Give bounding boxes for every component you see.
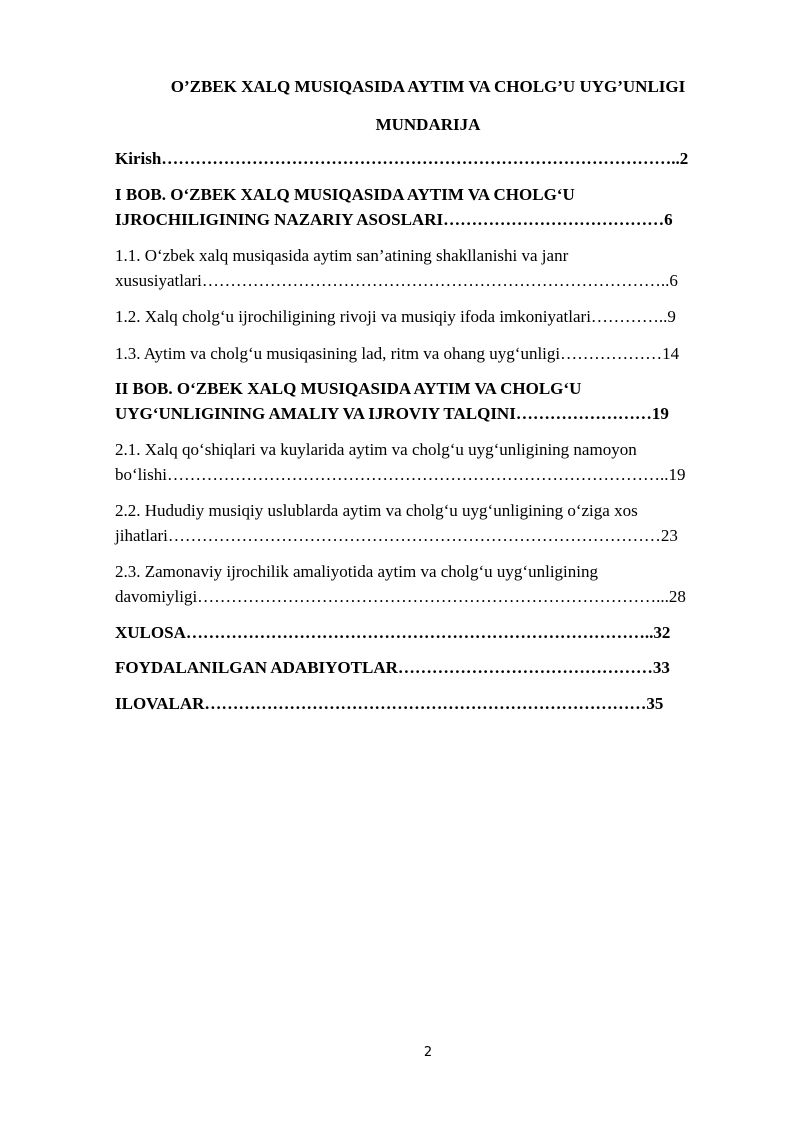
page-number: 2: [423, 1045, 433, 1060]
toc-entry-line: IJROCHILIGINING NAZARIY ASOSLARI…………………………………6: [115, 210, 673, 229]
toc-entry: [115, 341, 755, 366]
toc-entry-line: FOYDALANILGAN ADABIYOTLAR………………………………………33: [115, 658, 670, 677]
toc-entry-line: 1.2. Xalq cholg‘u ijrochiligining rivoji va musiqiy ifoda imkoniyatlari…………..9: [115, 307, 676, 326]
toc-entry: [115, 691, 755, 716]
toc-entry-line: Kirish………………………………………………………………………………..2: [115, 149, 689, 168]
toc-entry: [115, 304, 755, 329]
toc-entry-line: davomiyligi………………………………………………………………………...28: [115, 587, 686, 606]
toc-entry: [115, 376, 755, 426]
document-title: O’ZBEK XALQ MUSIQASIDA AYTIM VA CHOLG’U UYG’UNLIGI: [170, 77, 686, 96]
toc-entry-line: 2.3. Zamonaviy ijrochilik amaliyotida aytim va cholg‘u uyg‘unligining: [115, 562, 598, 581]
toc-entry-line: ILOVALAR……………………………………………………………………35: [115, 694, 664, 713]
toc-entry: [115, 655, 755, 680]
toc-entry: [115, 243, 755, 293]
toc-entry: [115, 559, 755, 609]
toc-entry-line: UYG‘UNLIGINING AMALIY VA IJROVIY TALQINI……………………19: [115, 404, 669, 423]
toc-entry: [115, 498, 755, 548]
toc-entry-line: bo‘lishi……………………………………………………………………………..19: [115, 465, 686, 484]
toc-entry: [115, 182, 755, 232]
toc-entry-line: 1.1. O‘zbek xalq musiqasida aytim san’atining shakllanishi va janr: [115, 246, 569, 265]
toc-entry-line: xususiyatlari………………………………………………………………………..6: [115, 271, 678, 290]
toc-entry-line: 2.2. Hududiy musiqiy uslublarda aytim va cholg‘u uyg‘unligining o‘ziga xos: [115, 501, 638, 520]
toc-entry-line: XULOSA………………………………………………………………………..32: [115, 623, 671, 642]
toc-entry: [115, 437, 755, 487]
toc-heading: MUNDARIJA: [375, 115, 481, 134]
toc-entry-line: II BOB. O‘ZBEK XALQ MUSIQASIDA AYTIM VA CHOLG‘U: [115, 379, 582, 398]
toc-entry-line: jihatlari……………………………………………………………………………23: [115, 526, 678, 545]
toc-entry-line: 1.3. Aytim va cholg‘u musiqasining lad, ritm va ohang uyg‘unligi………………14: [115, 344, 680, 363]
toc-entry-line: 2.1. Xalq qo‘shiqlari va kuylarida aytim va cholg‘u uyg‘unligining namoyon: [115, 440, 637, 459]
toc-entry: [115, 620, 755, 645]
toc-entry-line: I BOB. O‘ZBEK XALQ MUSIQASIDA AYTIM VA CHOLG‘U: [115, 185, 575, 204]
toc-entry: [115, 146, 755, 171]
